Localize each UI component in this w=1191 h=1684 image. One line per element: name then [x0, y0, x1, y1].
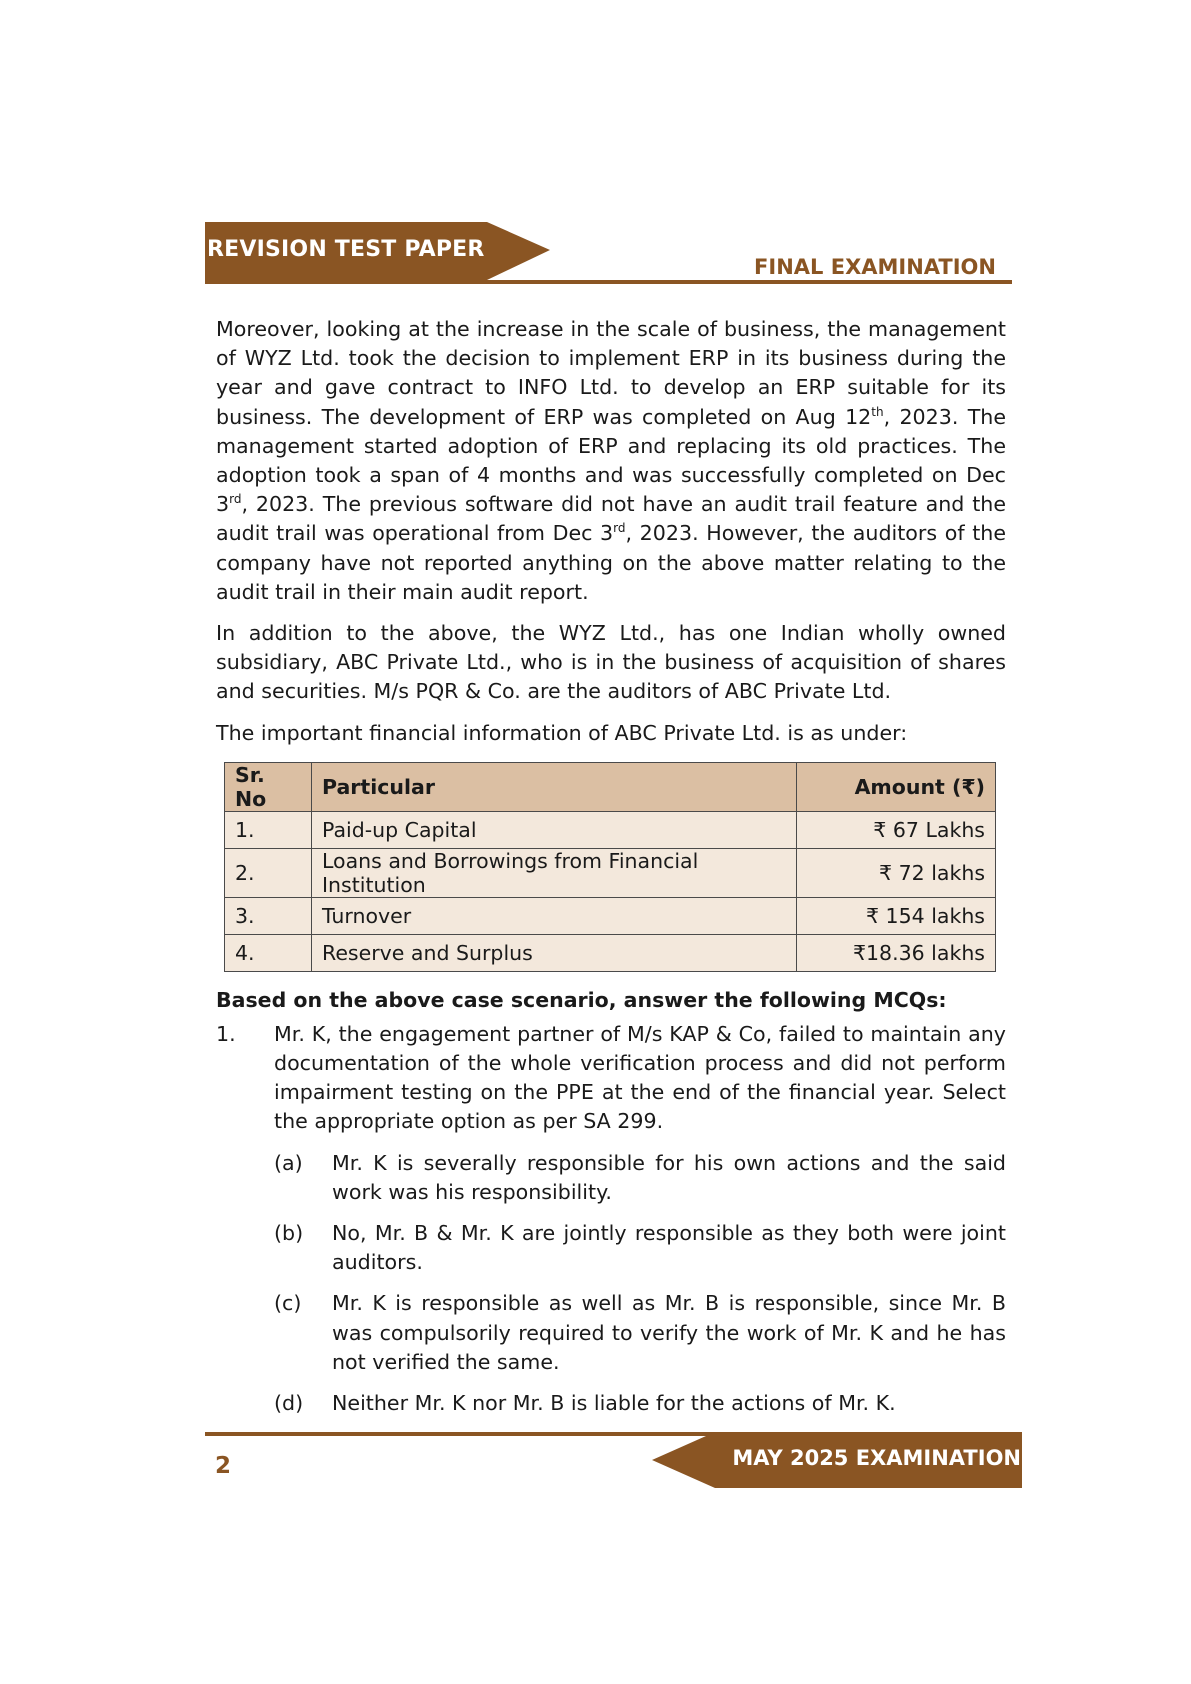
- options-list: [274, 1149, 1006, 1419]
- option-label: (b): [274, 1221, 304, 1246]
- paragraph-financial-intro: The important financial information of ABC Private Ltd. is as under:: [216, 720, 908, 745]
- paragraph-erp-part4: , 2023. However, the auditors of the company have not reported anything on the above matter relating to the audit trail in their main audit report.: [216, 521, 1006, 604]
- question-number: 1.: [216, 1021, 236, 1046]
- option-c: [274, 1289, 1006, 1377]
- option-text: No, Mr. B & Mr. K are jointly responsible as they both were joint auditors.: [332, 1221, 1006, 1275]
- option-text: Mr. K is responsible as well as Mr. B is responsible, since Mr. B was compulsorily required to verify the work of Mr. K and he has not verified the same.: [332, 1291, 1006, 1374]
- option-text: Neither Mr. K nor Mr. B is liable for the actions of Mr. K.: [332, 1391, 896, 1416]
- financial-info-table: [224, 762, 996, 972]
- mcq-heading: Based on the above case scenario, answer the following MCQs:: [216, 987, 947, 1012]
- option-label: (c): [274, 1291, 302, 1316]
- footer-right-title: MAY 2025 EXAMINATION: [732, 1446, 1021, 1470]
- cell-amount: ₹ 154 lakhs: [797, 897, 996, 934]
- column-header-amount: Amount (₹): [797, 762, 996, 811]
- column-header-sr-no: Sr. No: [225, 762, 312, 811]
- paragraph-erp: [216, 315, 1006, 607]
- cell-particular: Reserve and Surplus: [312, 934, 797, 971]
- paragraph-erp-part2: , 2023. The management started adoption of ERP and replacing its old practices. The adoption took a span of 4 months and was successfully completed on Dec 3: [216, 404, 1006, 517]
- footer-divider: [205, 1432, 715, 1436]
- header-divider: [205, 280, 1012, 284]
- page-number: 2: [215, 1453, 232, 1479]
- paragraph-erp-part3: , 2023. The previous software did not have an audit trail feature and the audit trail was operational from Dec 3: [216, 492, 1006, 546]
- option-d: [274, 1389, 1006, 1418]
- cell-amount: ₹18.36 lakhs: [797, 934, 996, 971]
- option-label: (a): [274, 1150, 303, 1175]
- table-header-row: [225, 762, 996, 811]
- cell-particular: Paid-up Capital: [312, 811, 797, 848]
- header-left-title: REVISION TEST PAPER: [207, 237, 485, 262]
- paragraph-erp-part1: Moreover, looking at the increase in the scale of business, the management of WYZ Ltd. took the decision to implement ERP in its business during the year and gave contract to INFO Ltd. to develop an ERP suitable for its business. The development of ERP was completed on Aug 12: [216, 317, 1006, 429]
- cell-particular: Turnover: [312, 897, 797, 934]
- table-row: [225, 811, 996, 848]
- cell-sr-no: 3.: [225, 897, 312, 934]
- cell-sr-no: 4.: [225, 934, 312, 971]
- header-right-title: FINAL EXAMINATION: [754, 255, 996, 279]
- question-1: [216, 1020, 1006, 1137]
- column-header-particular: Particular: [312, 762, 797, 811]
- paragraph-subsidiary: In addition to the above, the WYZ Ltd., has one Indian wholly owned subsidiary, ABC Private Ltd., who is in the business of acquisition of shares and securities. M/s PQR & Co. are the auditors of ABC Private Ltd.: [216, 621, 1006, 704]
- option-text: Mr. K is severally responsible for his own actions and the said work was his responsibility.: [332, 1150, 1006, 1204]
- table-row: [225, 934, 996, 971]
- superscript-rd: rd: [613, 521, 626, 536]
- cell-particular: Loans and Borrowings from Financial Institution: [312, 848, 797, 897]
- table-row: [225, 897, 996, 934]
- cell-sr-no: 2.: [225, 848, 312, 897]
- cell-amount: ₹ 72 lakhs: [797, 848, 996, 897]
- superscript-th: th: [871, 404, 884, 419]
- cell-amount: ₹ 67 Lakhs: [797, 811, 996, 848]
- option-a: [274, 1149, 1006, 1207]
- question-text: Mr. K, the engagement partner of M/s KAP & Co, failed to maintain any documentation of the whole verification process and did not perform impairment testing on the PPE at the end of the financial year. Select the appropriate option as per SA 299.: [274, 1021, 1006, 1134]
- superscript-rd: rd: [229, 492, 242, 507]
- option-b: [274, 1219, 1006, 1277]
- page-content: [216, 315, 1006, 1430]
- cell-sr-no: 1.: [225, 811, 312, 848]
- option-label: (d): [274, 1391, 304, 1416]
- table-row: [225, 848, 996, 897]
